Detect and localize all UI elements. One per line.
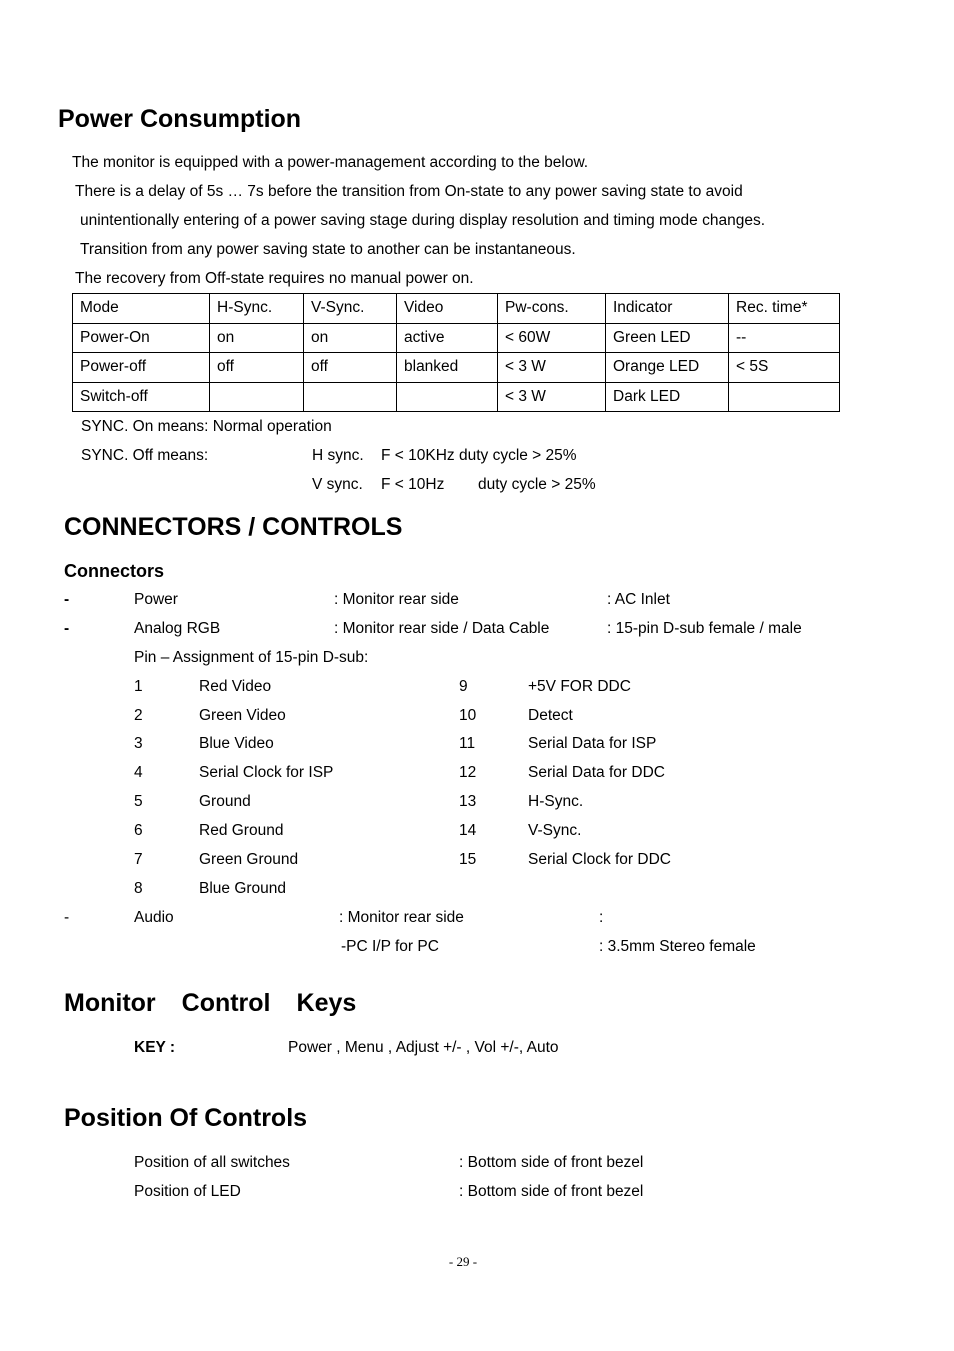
- table-header-cell: Rec. time*: [729, 294, 840, 324]
- section-title-position-of-controls: Position Of Controls: [64, 1104, 308, 1132]
- power-paragraph: There is a delay of 5s … 7s before the transition from On-state to any power saving state to avoid: [75, 183, 743, 200]
- connectors-subtitle: Connectors: [64, 561, 165, 581]
- title-word: Control: [181, 989, 271, 1017]
- table-cell: [304, 382, 397, 412]
- table-header-cell: H-Sync.: [210, 294, 304, 324]
- table-cell: Power-On: [73, 323, 210, 353]
- table-cell: [729, 382, 840, 412]
- pin-number: 10: [459, 707, 477, 724]
- table-cell: Orange LED: [606, 353, 729, 383]
- table-header-cell: V-Sync.: [304, 294, 397, 324]
- pin-signal: Ground: [199, 793, 251, 810]
- table-cell: < 60W: [498, 323, 606, 353]
- list-bullet: -: [64, 620, 70, 637]
- key-list: Power , Menu , Adjust +/- , Vol +/-, Auto: [288, 1039, 559, 1056]
- pin-number: 7: [134, 851, 143, 868]
- table-header-cell: Indicator: [606, 294, 729, 324]
- title-word: Keys: [296, 989, 357, 1017]
- power-paragraph: The recovery from Off-state requires no manual power on.: [75, 270, 474, 287]
- pin-signal: Serial Clock for ISP: [199, 764, 334, 781]
- pin-signal: Detect: [528, 707, 573, 724]
- pin-assignment-heading: Pin – Assignment of 15-pin D-sub:: [134, 649, 369, 666]
- connector-type: : 3.5mm Stereo female: [599, 938, 756, 955]
- table-cell: blanked: [397, 353, 498, 383]
- table-cell: [210, 382, 304, 412]
- pin-signal: Green Ground: [199, 851, 299, 868]
- hsync-value: F < 10KHz duty cycle > 25%: [381, 447, 577, 464]
- vsync-label: V sync.: [312, 476, 363, 493]
- table-cell: Power-off: [73, 353, 210, 383]
- pin-signal: Serial Data for DDC: [528, 764, 665, 781]
- hsync-label: H sync.: [312, 447, 364, 464]
- list-bullet: -: [64, 909, 70, 926]
- position-value: : Bottom side of front bezel: [459, 1183, 644, 1200]
- connector-name: Power: [134, 591, 178, 608]
- pin-signal: Blue Video: [199, 735, 274, 752]
- table-cell: Dark LED: [606, 382, 729, 412]
- table-header-row: [73, 294, 840, 324]
- pin-number: 1: [134, 678, 143, 695]
- section-title-monitor-control-keys: [64, 989, 356, 1018]
- pin-number: 12: [459, 764, 477, 781]
- title-word: Monitor: [64, 989, 156, 1017]
- table-cell: off: [304, 353, 397, 383]
- position-label: Position of LED: [134, 1183, 241, 1200]
- list-bullet: -: [64, 591, 70, 608]
- table-cell: on: [210, 323, 304, 353]
- pin-number: 8: [134, 880, 143, 897]
- sync-off-label: SYNC. Off means:: [81, 447, 209, 464]
- pin-number: 14: [459, 822, 477, 839]
- table-row: [73, 323, 840, 353]
- vsync-frequency: F < 10Hz: [381, 476, 445, 493]
- connector-name: Analog RGB: [134, 620, 221, 637]
- sync-on-note: SYNC. On means: Normal operation: [81, 418, 332, 435]
- key-label: KEY :: [134, 1039, 176, 1056]
- section-title-power-consumption: Power Consumption: [58, 105, 302, 133]
- pin-signal: Blue Ground: [199, 880, 287, 897]
- power-paragraph: The monitor is equipped with a power-management according to the below.: [72, 154, 589, 171]
- section-title-connectors-controls: CONNECTORS / CONTROLS: [64, 513, 403, 541]
- connector-location: : Monitor rear side: [339, 909, 464, 926]
- pin-number: 6: [134, 822, 143, 839]
- pin-signal: Serial Data for ISP: [528, 735, 657, 752]
- connector-type-colon: :: [599, 909, 604, 926]
- table-cell: < 3 W: [498, 382, 606, 412]
- pin-signal: +5V FOR DDC: [528, 678, 631, 695]
- table-row: [73, 353, 840, 383]
- vsync-duty: duty cycle > 25%: [478, 476, 596, 493]
- pin-number: 15: [459, 851, 477, 868]
- connector-sub-location: -PC I/P for PC: [341, 938, 439, 955]
- position-label: Position of all switches: [134, 1154, 290, 1171]
- pin-number: 13: [459, 793, 477, 810]
- table-cell: < 3 W: [498, 353, 606, 383]
- table-header-cell: Pw-cons.: [498, 294, 606, 324]
- power-paragraph: Transition from any power saving state to another can be instantaneous.: [80, 241, 576, 258]
- table-cell: off: [210, 353, 304, 383]
- position-value: : Bottom side of front bezel: [459, 1154, 644, 1171]
- pin-signal: V-Sync.: [528, 822, 582, 839]
- table-row: [73, 382, 840, 412]
- table-cell: Green LED: [606, 323, 729, 353]
- table-cell: --: [729, 323, 840, 353]
- pin-number: 3: [134, 735, 143, 752]
- table-cell: active: [397, 323, 498, 353]
- connector-type: : 15-pin D-sub female / male: [607, 620, 802, 637]
- pin-number: 9: [459, 678, 468, 695]
- table-cell: < 5S: [729, 353, 840, 383]
- pin-signal: Red Ground: [199, 822, 284, 839]
- table-cell: on: [304, 323, 397, 353]
- connector-name: Audio: [134, 909, 174, 926]
- connector-location: : Monitor rear side / Data Cable: [334, 620, 550, 637]
- power-paragraph: unintentionally entering of a power saving stage during display resolution and timing mode changes.: [80, 212, 766, 229]
- pin-number: 2: [134, 707, 143, 724]
- table-cell: [397, 382, 498, 412]
- pin-signal: Serial Clock for DDC: [528, 851, 671, 868]
- pin-number: 5: [134, 793, 143, 810]
- connector-type: : AC Inlet: [607, 591, 670, 608]
- page-number: - 29 -: [448, 1254, 478, 1269]
- power-modes-table: [72, 293, 840, 412]
- pin-number: 4: [134, 764, 143, 781]
- pin-number: 11: [459, 735, 476, 752]
- pin-signal: Green Video: [199, 707, 286, 724]
- table-cell: Switch-off: [73, 382, 210, 412]
- table-header-cell: Video: [397, 294, 498, 324]
- connector-location: : Monitor rear side: [334, 591, 459, 608]
- pin-signal: H-Sync.: [528, 793, 584, 810]
- table-header-cell: Mode: [73, 294, 210, 324]
- pin-signal: Red Video: [199, 678, 272, 695]
